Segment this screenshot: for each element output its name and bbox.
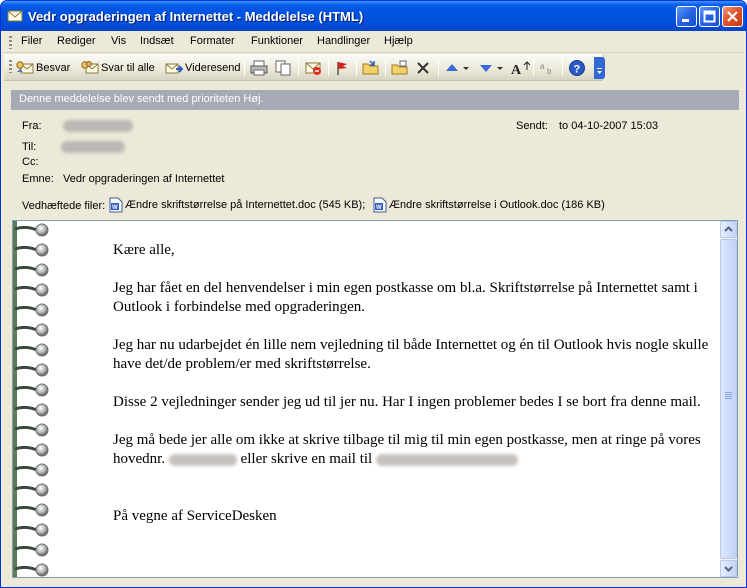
- toolbar-separator: [244, 59, 245, 76]
- menu-filer[interactable]: Filer: [21, 35, 43, 47]
- printer-icon: [250, 60, 268, 76]
- attachments-label: Vedhæftede filer:: [22, 200, 106, 212]
- paragraph-4: [113, 431, 713, 469]
- maximize-icon: [703, 10, 716, 23]
- from-value-redacted[interactable]: [63, 120, 133, 132]
- close-button[interactable]: [722, 6, 743, 27]
- minimize-button[interactable]: [676, 6, 697, 27]
- standard-toolbar: [4, 54, 604, 81]
- forward-icon: [165, 60, 183, 76]
- menu-rediger[interactable]: Rediger: [57, 35, 96, 47]
- spiral-coil: [15, 564, 48, 576]
- attachment-1-name: Ændre skriftstørrelse på Internettet.doc (545 KB);: [125, 199, 366, 211]
- spiral-coil: [15, 484, 48, 496]
- menu-indsaet[interactable]: Indsæt: [140, 35, 174, 47]
- vertical-scrollbar[interactable]: [720, 221, 737, 577]
- menu-handlinger[interactable]: Handlinger: [317, 35, 371, 47]
- move-to-folder-button[interactable]: [362, 58, 380, 78]
- svg-text:W: W: [112, 205, 118, 211]
- flag-icon: [334, 60, 350, 76]
- to-value-redacted[interactable]: [61, 141, 125, 153]
- spiral-coil: [15, 404, 48, 416]
- spiral-coil: [15, 364, 48, 376]
- message-body-pane[interactable]: [12, 220, 738, 578]
- envelope-icon: [7, 8, 23, 24]
- spiral-coil: [15, 284, 48, 296]
- title-bar[interactable]: [1, 1, 746, 31]
- spiral-coil: [15, 244, 48, 256]
- toolbar-separator: [533, 59, 534, 76]
- copy-button[interactable]: [274, 58, 292, 78]
- scroll-up-arrow-icon: [721, 222, 736, 237]
- attachment-2-name: Ændre skriftstørrelse i Outlook.doc (186 KB): [389, 199, 605, 211]
- toolbar-grip[interactable]: [9, 36, 12, 49]
- spiral-coil: [15, 504, 48, 516]
- close-icon: [726, 10, 739, 23]
- minimize-icon: [680, 10, 693, 23]
- copy-icon: [274, 60, 292, 76]
- spiral-coil: [15, 544, 48, 556]
- spiral-coil: [15, 424, 48, 436]
- word-document-icon: [373, 197, 387, 213]
- previous-item-button[interactable]: [444, 58, 470, 78]
- reply-label: Besvar: [36, 62, 71, 74]
- spiral-coil: [15, 444, 48, 456]
- help-icon: [568, 59, 586, 77]
- forward-button[interactable]: [165, 58, 240, 78]
- chevron-down-icon: [594, 57, 605, 79]
- print-button[interactable]: [250, 58, 268, 78]
- priority-info-bar[interactable]: Denne meddelelse blev sendt med prioriteten Høj.: [11, 90, 739, 110]
- svg-text:b: b: [547, 67, 552, 76]
- scroll-thumb[interactable]: [720, 239, 737, 559]
- toolbar-separator: [298, 59, 299, 76]
- arrow-up-icon: [444, 60, 470, 76]
- spiral-coil: [15, 464, 48, 476]
- forward-label: Videresend: [185, 62, 241, 74]
- toolbar-separator: [385, 59, 386, 76]
- move-to-inbox-button[interactable]: [391, 58, 409, 78]
- menu-hjaelp[interactable]: Hjælp: [384, 35, 413, 47]
- scroll-thumb-grip: [725, 392, 732, 400]
- font-size-icon: [510, 60, 530, 76]
- reply-button[interactable]: [16, 58, 70, 78]
- svg-text:a: a: [540, 62, 545, 71]
- follow-up-flag-button[interactable]: [334, 58, 350, 78]
- scroll-up-button[interactable]: [720, 221, 737, 238]
- arrow-down-icon: [478, 60, 504, 76]
- scroll-down-arrow-icon: [721, 561, 736, 576]
- svg-text:W: W: [376, 205, 382, 211]
- maximize-button[interactable]: [699, 6, 720, 27]
- spiral-coil: [15, 324, 48, 336]
- toolbar-separator: [356, 59, 357, 76]
- junk-mail-button[interactable]: [304, 58, 322, 78]
- cc-label: Cc:: [22, 156, 39, 168]
- reply-all-icon: [81, 60, 99, 76]
- spiral-coil: [15, 384, 48, 396]
- paragraph-1: Jeg har fået en del henvendelser i min egen postkasse om bl.a. Skriftstørrelse på Internettet samt i Outlook i forbindelse med opgraderingen.: [113, 280, 698, 315]
- next-item-button[interactable]: [478, 58, 504, 78]
- delete-button[interactable]: [415, 58, 431, 78]
- sent-label: Sendt:: [516, 120, 548, 132]
- subject-label: Emne:: [22, 173, 54, 185]
- svg-text:?: ?: [573, 63, 581, 76]
- toolbar-separator: [328, 59, 329, 76]
- encoding-button[interactable]: [539, 58, 557, 78]
- toolbar-separator: [562, 59, 563, 76]
- delete-x-icon: [415, 60, 431, 76]
- attachment-1[interactable]: [109, 197, 365, 213]
- scroll-down-button[interactable]: [720, 560, 737, 577]
- toolbar-separator: [438, 59, 439, 76]
- paragraph-3: Disse 2 vejledninger sender jeg ud til jer nu. Har I ingen problemer bedes I se bort fra denne mail.: [113, 394, 701, 410]
- from-label: Fra:: [22, 120, 42, 132]
- menu-bar: [4, 31, 744, 53]
- menu-vis[interactable]: Vis: [111, 35, 127, 47]
- toolbar-options-chevron[interactable]: [594, 57, 605, 79]
- spiral-coil: [15, 304, 48, 316]
- reply-all-button[interactable]: [81, 58, 155, 78]
- word-document-icon: [109, 197, 123, 213]
- sent-value: to 04-10-2007 15:03: [559, 120, 659, 132]
- spiral-coil: [15, 344, 48, 356]
- paragraph-4-part-2: eller skrive en mail til: [240, 451, 373, 467]
- attachment-2[interactable]: [373, 197, 605, 213]
- folder-icon: [362, 60, 380, 76]
- reply-all-label: Svar til alle: [101, 62, 155, 74]
- reply-icon: [16, 60, 34, 76]
- spiral-binding-decoration: [13, 221, 55, 577]
- email-address-redacted[interactable]: [376, 454, 518, 466]
- phone-number-redacted: [169, 454, 237, 466]
- help-button[interactable]: [568, 58, 586, 78]
- greeting: Kære alle,: [113, 242, 175, 258]
- window-title: Vedr opgraderingen af Internettet - Meddelelse (HTML): [28, 9, 364, 24]
- font-size-button[interactable]: [510, 58, 530, 78]
- signoff: På vegne af ServiceDesken: [113, 508, 277, 524]
- menu-formater[interactable]: Formater: [190, 35, 235, 47]
- spiral-coil: [15, 524, 48, 536]
- svg-text:A: A: [511, 63, 522, 76]
- junk-mail-icon: [304, 60, 322, 76]
- paragraph-4-part-1: Jeg må bede jer alle om ikke at skrive tilbage til mig til min egen postkasse, men at ringe på vores hovednr.: [113, 432, 701, 467]
- subject-value: Vedr opgraderingen af Internettet: [63, 173, 225, 185]
- paragraph-2: Jeg har nu udarbejdet én lille nem vejledning til både Internettet og én til Outlook hvis nogle skulle have det/de problem/er med skriftstørrelse.: [113, 337, 709, 372]
- menu-funktioner[interactable]: Funktioner: [251, 35, 303, 47]
- inbox-folder-icon: [391, 60, 409, 76]
- spiral-coil: [15, 264, 48, 276]
- encoding-icon: [539, 60, 557, 76]
- message-content: [113, 241, 713, 545]
- to-label: Til:: [22, 141, 37, 153]
- toolbar-grip[interactable]: [9, 60, 12, 73]
